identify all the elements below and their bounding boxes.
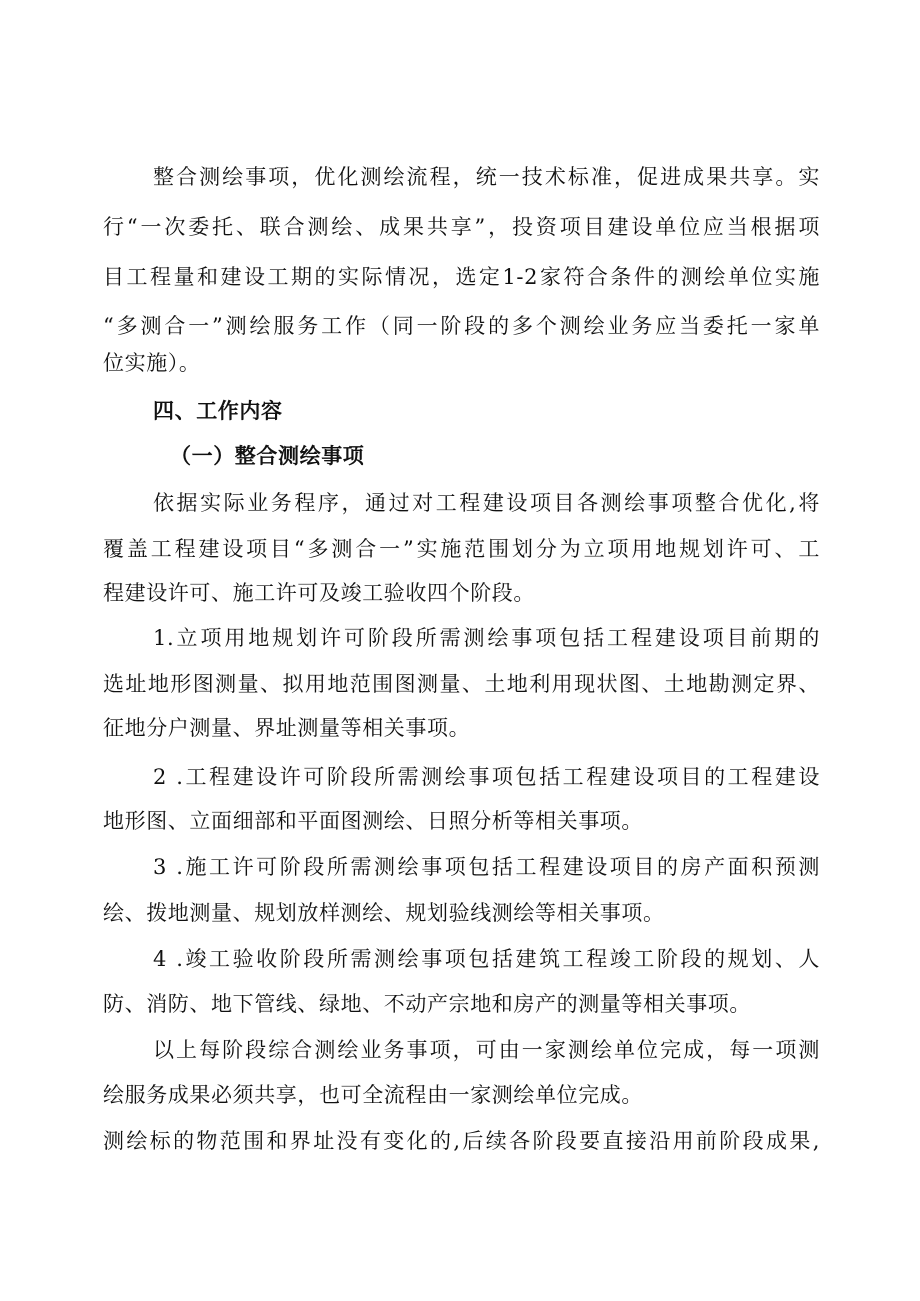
subsection-heading: （一）整合测绘事项 bbox=[170, 443, 365, 468]
list-item-line: 3 .施工许可阶段所需测绘事项包括工程建设项目的房产面积预测 bbox=[153, 855, 820, 879]
paragraph-line: 行“一次委托、联合测绘、成果共享”，投资项目建设单位应当根据项 bbox=[103, 215, 820, 239]
paragraph-line: 依据实际业务程序，通过对工程建设项目各测绘事项整合优化,将 bbox=[153, 491, 820, 515]
paragraph-line: “多测合一”测绘服务工作（同一阶段的多个测绘业务应当委托一家单 bbox=[103, 314, 820, 338]
section-heading: 四、工作内容 bbox=[153, 398, 283, 423]
paragraph-line: 位实施）。 bbox=[103, 351, 201, 375]
list-item-line: 地形图、立面细部和平面图测绘、日照分析等相关事项。 bbox=[103, 809, 643, 833]
paragraph-line: 整合测绘事项，优化测绘流程，统一技术标准，促进成果共享。实 bbox=[153, 165, 820, 189]
paragraph-line: 以上每阶段综合测绘业务事项，可由一家测绘单位完成，每一项测 bbox=[153, 1038, 820, 1062]
list-item-line: 防、消防、地下管线、绿地、不动产宗地和房产的测量等相关事项。 bbox=[103, 992, 751, 1016]
list-item-line: 1.立项用地规划许可阶段所需测绘事项包括工程建设项目前期的 bbox=[153, 626, 820, 650]
list-item-line: 绘、拨地测量、规划放样测绘、规划验线测绘等相关事项。 bbox=[103, 901, 665, 925]
paragraph-line: 绘服务成果必须共享，也可全流程由一家测绘单位完成。 bbox=[103, 1083, 643, 1107]
list-item-line: 选址地形图测量、拟用地范围图测量、土地利用现状图、土地勘测定界、 bbox=[103, 672, 820, 696]
paragraph-line: 覆盖工程建设项目“多测合一”实施范围划分为立项用地规划许可、工 bbox=[103, 537, 820, 561]
list-item-line: 征地分户测量、界址测量等相关事项。 bbox=[103, 716, 471, 740]
list-item-line: 2 .工程建设许可阶段所需测绘事项包括工程建设项目的工程建设 bbox=[153, 765, 820, 789]
paragraph-line: 测绘标的物范围和界址没有变化的,后续各阶段要直接沿用前阶段成果, bbox=[103, 1129, 820, 1153]
paragraph-line: 程建设许可、施工许可及竣工验收四个阶段。 bbox=[103, 581, 535, 605]
paragraph-line: 目工程量和建设工期的实际情况，选定1-2家符合条件的测绘单位实施 bbox=[103, 265, 820, 289]
list-item-line: 4 .竣工验收阶段所需测绘事项包括建筑工程竣工阶段的规划、人 bbox=[153, 947, 820, 971]
